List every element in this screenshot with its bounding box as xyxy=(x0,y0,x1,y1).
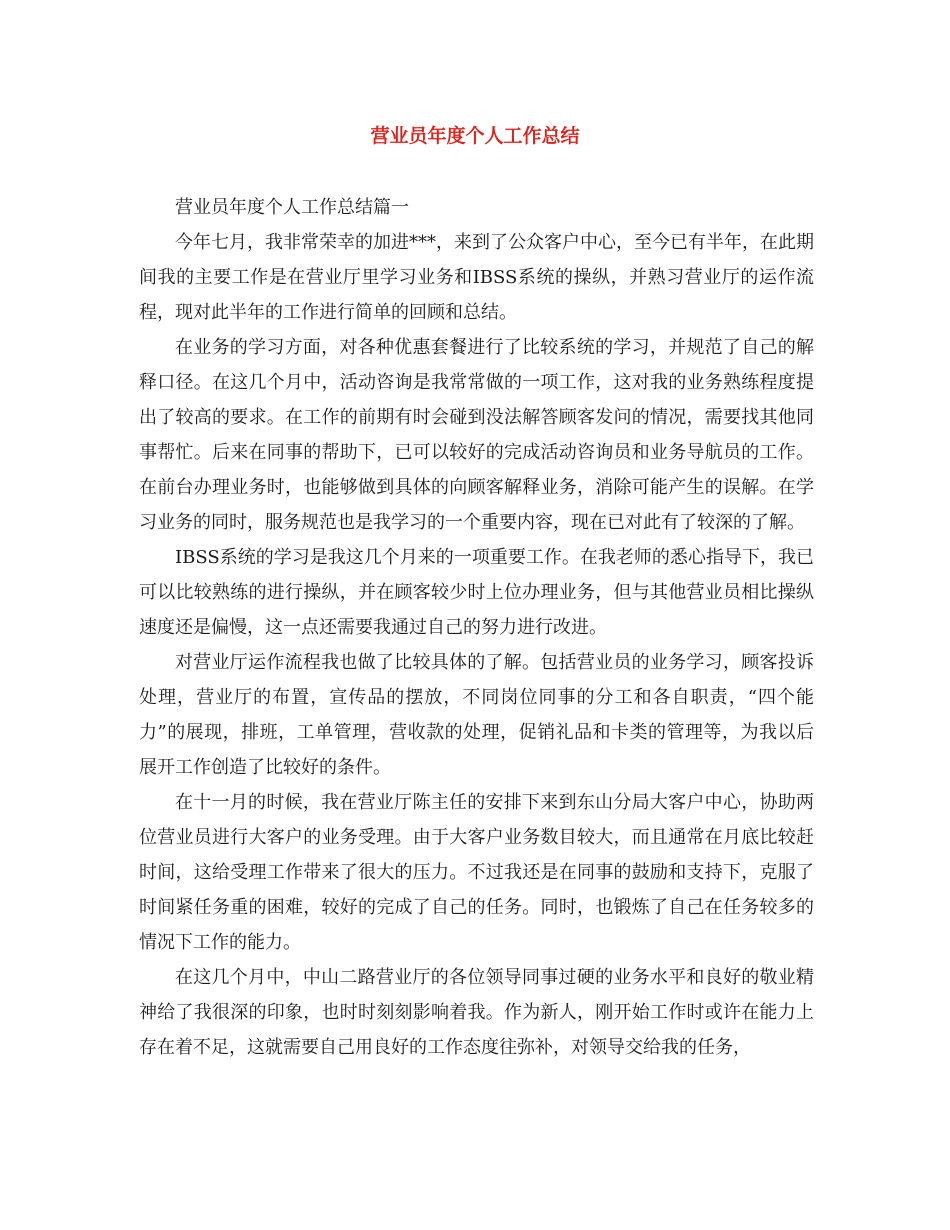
paragraph-ibss-system: IBSS系统的学习是我这几个月来的一项重要工作。在我老师的悉心指导下，我已可以比较熟练的进行操纵，并在顾客较少时上位办理业务，但与其他营业员相比操纵速度还是偏慢，这一点还需要我通过自己的努力进行改进。 xyxy=(139,547,814,638)
document-body xyxy=(139,190,814,1065)
paragraph-hall-operations: 对营业厅运作流程我也做了比较具体的了解。包括营业员的业务学习，顾客投诉处理，营业厅的布置，宣传品的摆放，不同岗位同事的分工和各自职责，“四个能力”的展现，排班，工单管理，营收款的处理，促销礼品和卡类的管理等，为我以后展开工作创造了比较好的条件。 xyxy=(139,652,814,778)
paragraph-impressions: 在这几个月中，中山二路营业厅的各位领导同事过硬的业务水平和良好的敬业精神给了我很深的印象，也时时刻刻影响着我。作为新人，刚开始工作时或许在能力上存在着不足，这就需要自己用良好的工作态度往弥补，对领导交给我的任务， xyxy=(139,967,814,1058)
paragraph-intro: 今年七月，我非常荣幸的加进***，来到了公众客户中心，至今已有半年，在此期间我的主要工作是在营业厅里学习业务和IBSS系统的操纵，并熟习营业厅的运作流程，现对此半年的工作进行简单的回顾和总结。 xyxy=(139,232,814,323)
paragraph-business-learning: 在业务的学习方面，对各种优惠套餐进行了比较系统的学习，并规范了自己的解释口径。在这几个月中，活动咨询是我常常做的一项工作，这对我的业务熟练程度提出了较高的要求。在工作的前期有时会碰到没法解答顾客发问的情况，需要找其他同事帮忙。后来在同事的帮助下，已可以较好的完成活动咨询员和业务导航员的工作。在前台办理业务时，也能够做到具体的向顾客解释业务，消除可能产生的误解。在学习业务的同时，服务规范也是我学习的一个重要内容，现在已对此有了较深的了解。 xyxy=(139,337,814,533)
paragraph-november: 在十一月的时候，我在营业厅陈主任的安排下来到东山分局大客户中心，协助两位营业员进行大客户的业务受理。由于大客户业务数目较大，而且通常在月底比较赶时间，这给受理工作带来了很大的压力。不过我还是在同事的鼓励和支持下，克服了时间紧任务重的困难，较好的完成了自己的任务。同时，也锻炼了自己在任务较多的情况下工作的能力。 xyxy=(139,792,814,953)
document-title: 营业员年度个人工作总结 xyxy=(370,125,580,147)
section-heading: 营业员年度个人工作总结篇一 xyxy=(175,197,409,218)
